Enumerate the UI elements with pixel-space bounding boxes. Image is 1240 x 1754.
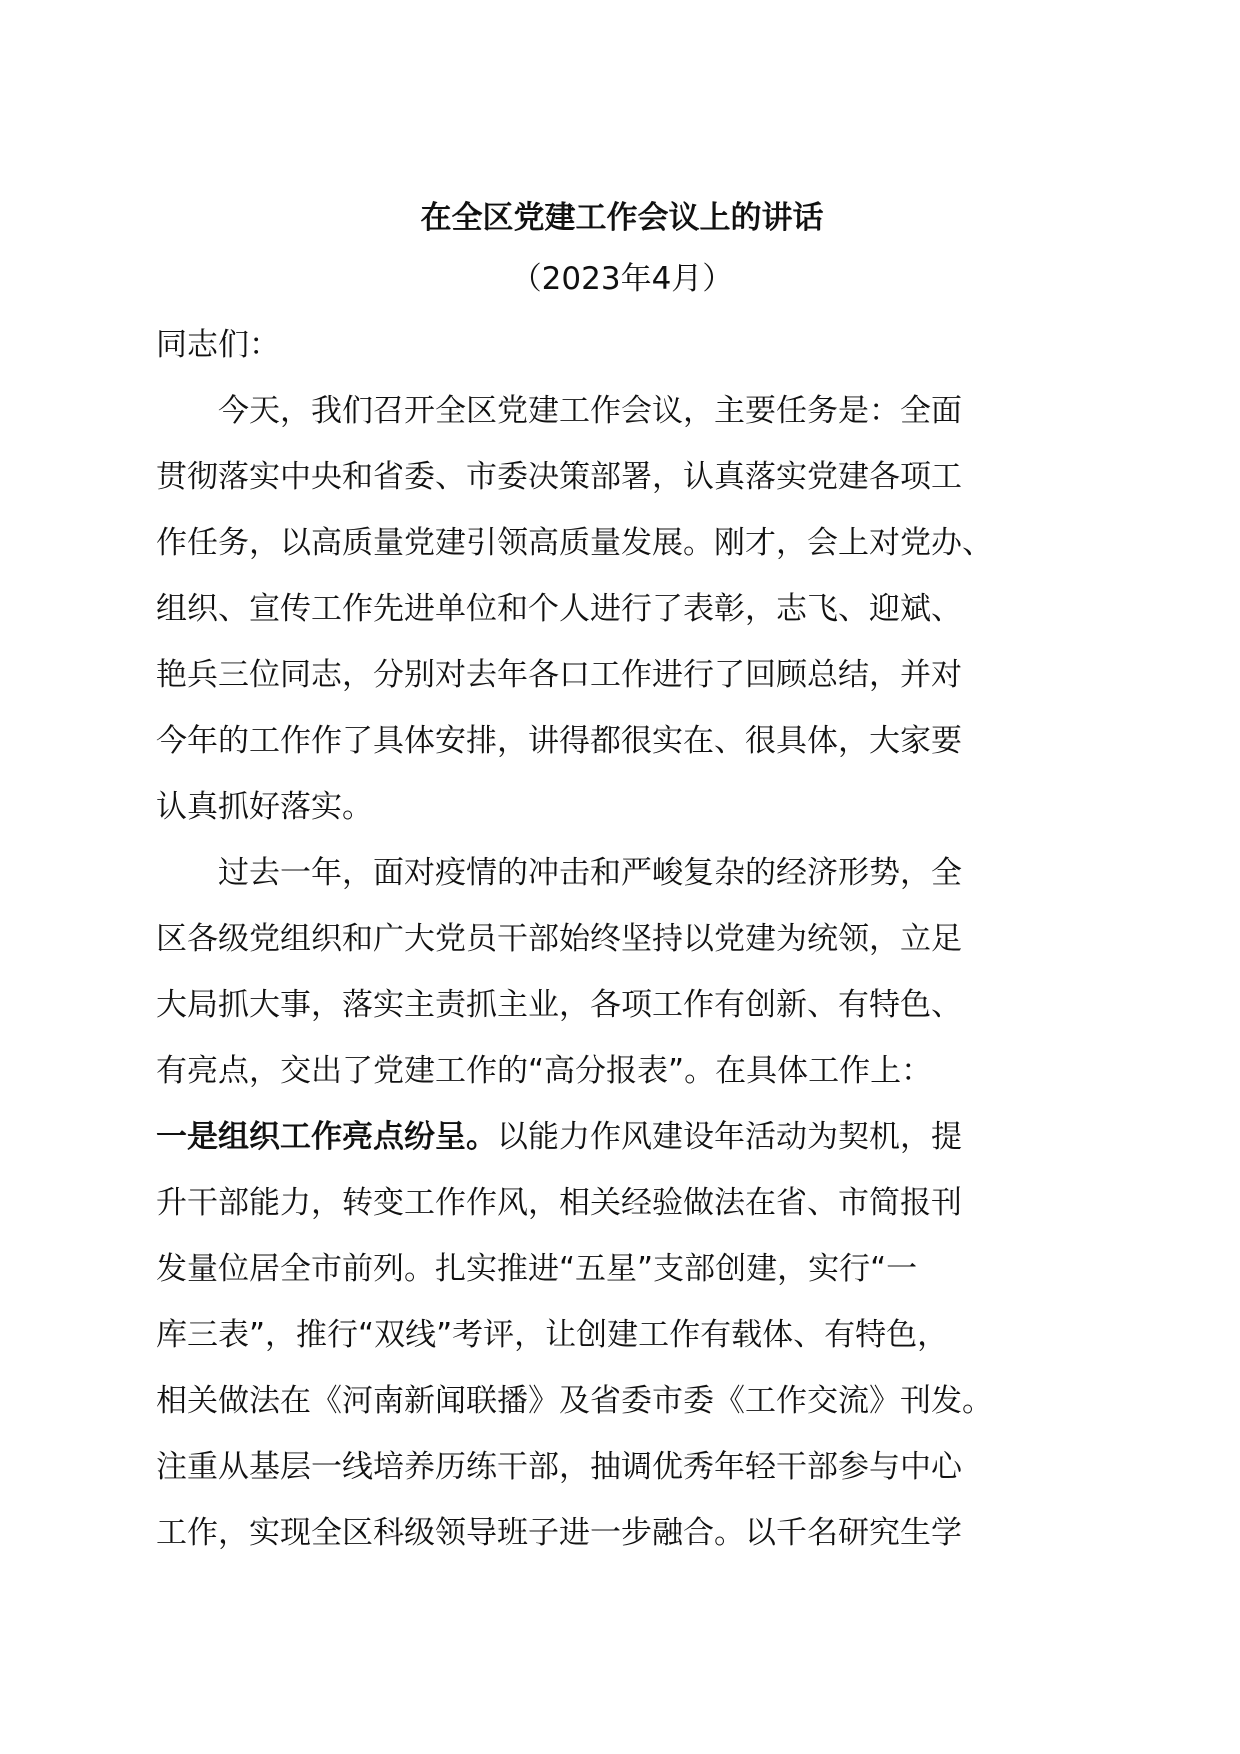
text-line: 艳兵三位同志，分别对去年各口工作进行了回顾总结，并对 (156, 657, 962, 693)
text-line: 过去一年，面对疫情的冲击和严峻复杂的经济形势，全 (218, 855, 962, 891)
text-line: 工作，实现全区科级领导班子进一步融合。以千名研究生学 (156, 1515, 962, 1551)
section-heading: 一是组织工作亮点纷呈。 (156, 1119, 497, 1155)
text-line: 今天，我们召开全区党建工作会议，主要任务是：全面 (218, 393, 962, 429)
text-line: 大局抓大事，落实主责抓主业，各项工作有创新、有特色、 (156, 987, 962, 1023)
text-line: 贯彻落实中央和省委、市委决策部署，认真落实党建各项工 (156, 459, 962, 495)
document-date: （2023年4月） (510, 261, 734, 297)
paragraph-3 (156, 1104, 1088, 1566)
salutation: 同志们： (156, 327, 280, 363)
text-line: 注重从基层一线培养历练干部，抽调优秀年轻干部参与中心 (156, 1449, 962, 1485)
text-line: 区各级党组织和广大党员干部始终坚持以党建为统领，立足 (156, 921, 962, 957)
text-line: 相关做法在《河南新闻联播》及省委市委《工作交流》刊发。 (156, 1383, 993, 1419)
document-title: 在全区党建工作会议上的讲话 (420, 200, 824, 236)
paragraph-1 (156, 378, 1088, 840)
text-line: 今年的工作作了具体安排，讲得都很实在、很具体，大家要 (156, 723, 962, 759)
text-line (156, 1104, 1088, 1170)
text-line: 库三表”，推行“双线”考评，让创建工作有载体、有特色， (156, 1317, 949, 1353)
document-page (156, 190, 1088, 1566)
text-line: 认真抓好落实。 (156, 789, 373, 825)
text-line: 发量位居全市前列。扎实推进“五星”支部创建，实行“一 (156, 1251, 918, 1287)
text-line: 作任务，以高质量党建引领高质量发展。刚才，会上对党办、 (156, 525, 993, 561)
text-span: 以能力作风建设年活动为契机，提 (497, 1119, 962, 1155)
text-line: 组织、宣传工作先进单位和个人进行了表彰，志飞、迎斌、 (156, 591, 962, 627)
paragraph-2 (156, 840, 1088, 1104)
text-line: 升干部能力，转变工作作风，相关经验做法在省、市简报刊 (156, 1185, 962, 1221)
text-line: 有亮点，交出了党建工作的“高分报表”。在具体工作上： (156, 1053, 933, 1089)
